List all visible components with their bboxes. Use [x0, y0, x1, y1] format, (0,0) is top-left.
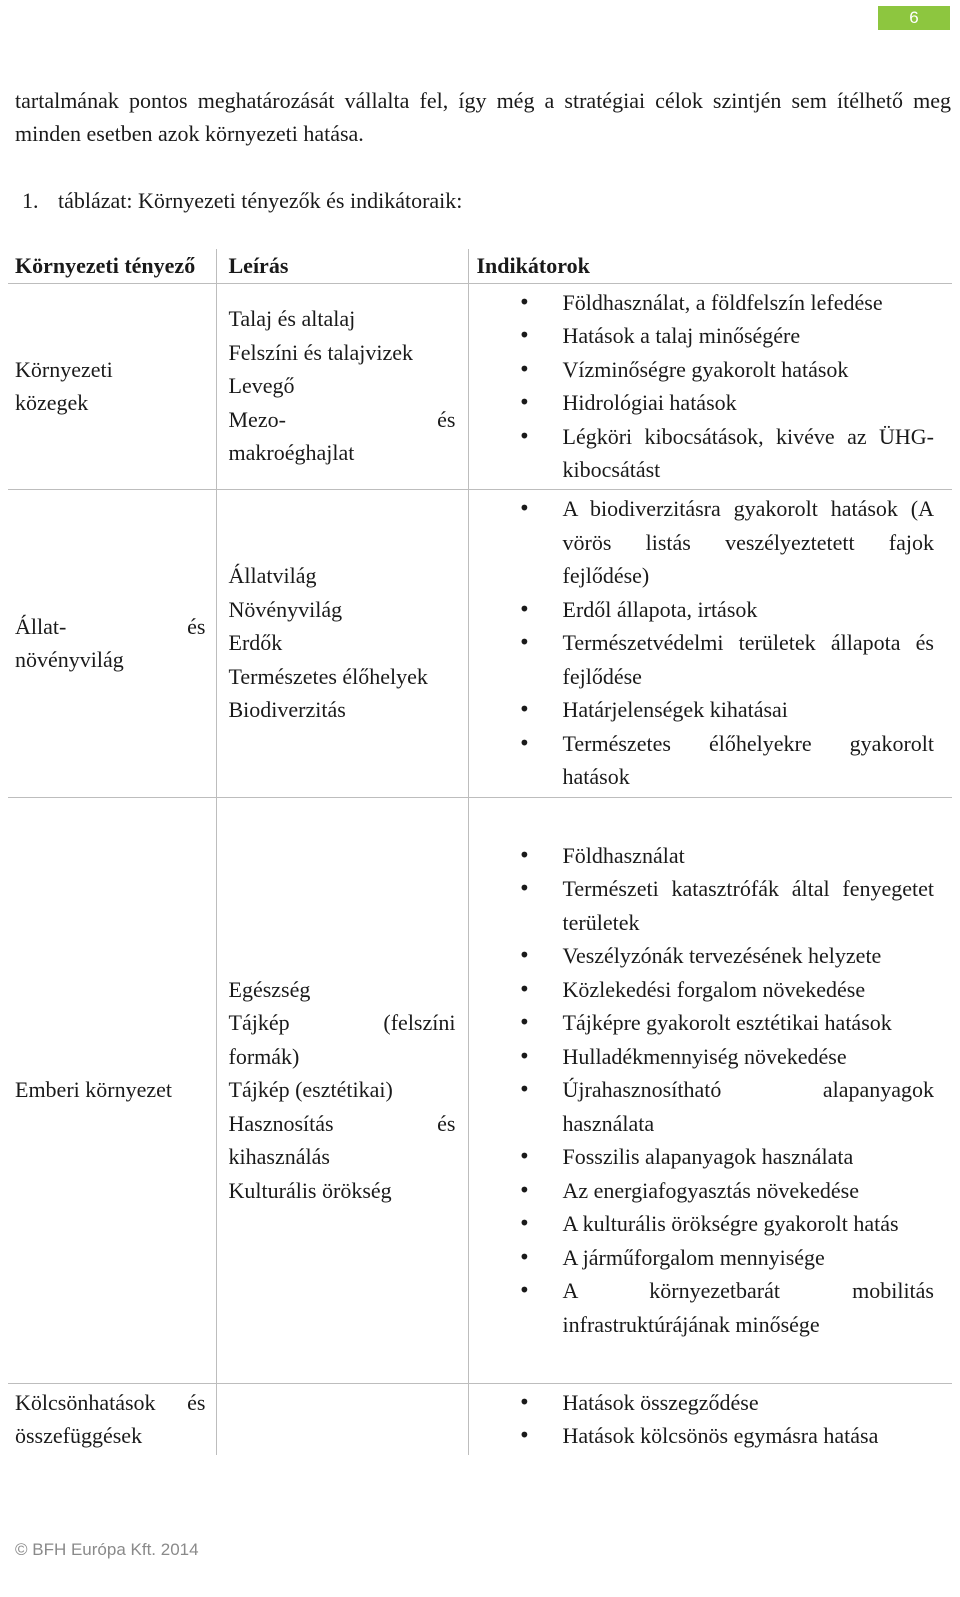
indicator-item: • Hulladékmennyiség növekedése	[477, 1040, 935, 1074]
indicator-item: • Hidrológiai hatások	[477, 386, 935, 420]
indicators-cell	[468, 797, 952, 1383]
factor-cell: Állat- és növényvilág	[8, 489, 216, 797]
factor-cell: Emberi környezet	[8, 797, 216, 1383]
factor-cell: Kölcsönhatások és összefüggések	[8, 1383, 216, 1455]
table-row	[8, 797, 952, 1383]
header-factor: Környezeti tényező	[8, 249, 216, 283]
indicator-item: • Tájképre gyakorolt esztétikai hatások	[477, 1006, 935, 1040]
indicators-cell	[468, 283, 952, 489]
indicators-table	[8, 249, 952, 1455]
indicator-item: • Erdől állapota, irtások	[477, 593, 935, 627]
indicator-item: • A kulturális örökségre gyakorolt hatás	[477, 1207, 935, 1241]
indicator-item: • Hatások a talaj minőségére	[477, 319, 935, 353]
indicator-item: • Az energiafogyasztás növekedése	[477, 1174, 935, 1208]
indicator-item: • Földhasználat, a földfelszín lefedése	[477, 286, 935, 320]
indicator-item: • Közlekedési forgalom növekedése	[477, 973, 935, 1007]
indicator-item: • Légköri kibocsátások, kivéve az ÜHG-kibocsátást	[477, 420, 935, 487]
header-description: Leírás	[216, 249, 468, 283]
indicator-item: • Fosszilis alapanyagok használata	[477, 1140, 935, 1174]
table-row	[8, 1383, 952, 1455]
description-cell: Állatvilág Növényvilág Erdők Természetes élőhelyek Biodiverzitás	[216, 489, 468, 797]
table-caption	[22, 186, 462, 216]
indicator-item: • A környezetbarát mobilitás infrastruktúrájának minősége	[477, 1274, 935, 1341]
footer-copyright: © BFH Európa Kft. 2014	[15, 1540, 199, 1559]
description-cell: Talaj és altalaj Felszíni és talajvizek Levegő Mezo- és makroéghajlat	[216, 283, 468, 489]
description-cell	[216, 1383, 468, 1455]
indicator-item: • Hatások összegződése	[477, 1386, 935, 1420]
indicators-cell	[468, 1383, 952, 1455]
indicator-item: • Határjelenségek kihatásai	[477, 693, 935, 727]
indicators-cell	[468, 489, 952, 797]
indicator-item: • Földhasználat	[477, 839, 935, 873]
indicator-item: • Természeti katasztrófák által fenyegetet területek	[477, 872, 935, 939]
header-indicators: Indikátorok	[468, 249, 952, 283]
caption-text: táblázat: Környezeti tényezők és indikátoraik:	[58, 188, 463, 213]
table-header-row	[8, 249, 952, 283]
indicator-item: • Vízminőségre gyakorolt hatások	[477, 353, 935, 387]
indicator-item: • A biodiverzitásra gyakorolt hatások (A vörös listás veszélyeztetett fajok fejlődése)	[477, 492, 935, 593]
indicator-item: • Természetvédelmi területek állapota és fejlődése	[477, 626, 935, 693]
indicator-item: • Természetes élőhelyekre gyakorolt hatások	[477, 727, 935, 794]
description-cell: Egészség Tájkép (felszíni formák) Tájkép (esztétikai) Hasznosítás és kihasználás Kulturális örökség	[216, 797, 468, 1383]
factor-cell: Környezeti közegek	[8, 283, 216, 489]
table-row	[8, 283, 952, 489]
indicator-item: • Hatások kölcsönös egymásra hatása	[477, 1419, 935, 1453]
indicator-item: • Újrahasznosítható alapanyagok használata	[477, 1073, 935, 1140]
page-number-badge: 6	[878, 6, 950, 30]
intro-paragraph: tartalmának pontos meghatározását vállalta fel, így még a stratégiai célok szintjén sem ítélhető meg minden esetben azok környezeti hatása.	[15, 88, 951, 146]
indicator-item: • Veszélyzónák tervezésének helyzete	[477, 939, 935, 973]
indicator-item: • A járműforgalom mennyisége	[477, 1241, 935, 1275]
caption-number: 1.	[22, 188, 39, 213]
table-row	[8, 489, 952, 797]
